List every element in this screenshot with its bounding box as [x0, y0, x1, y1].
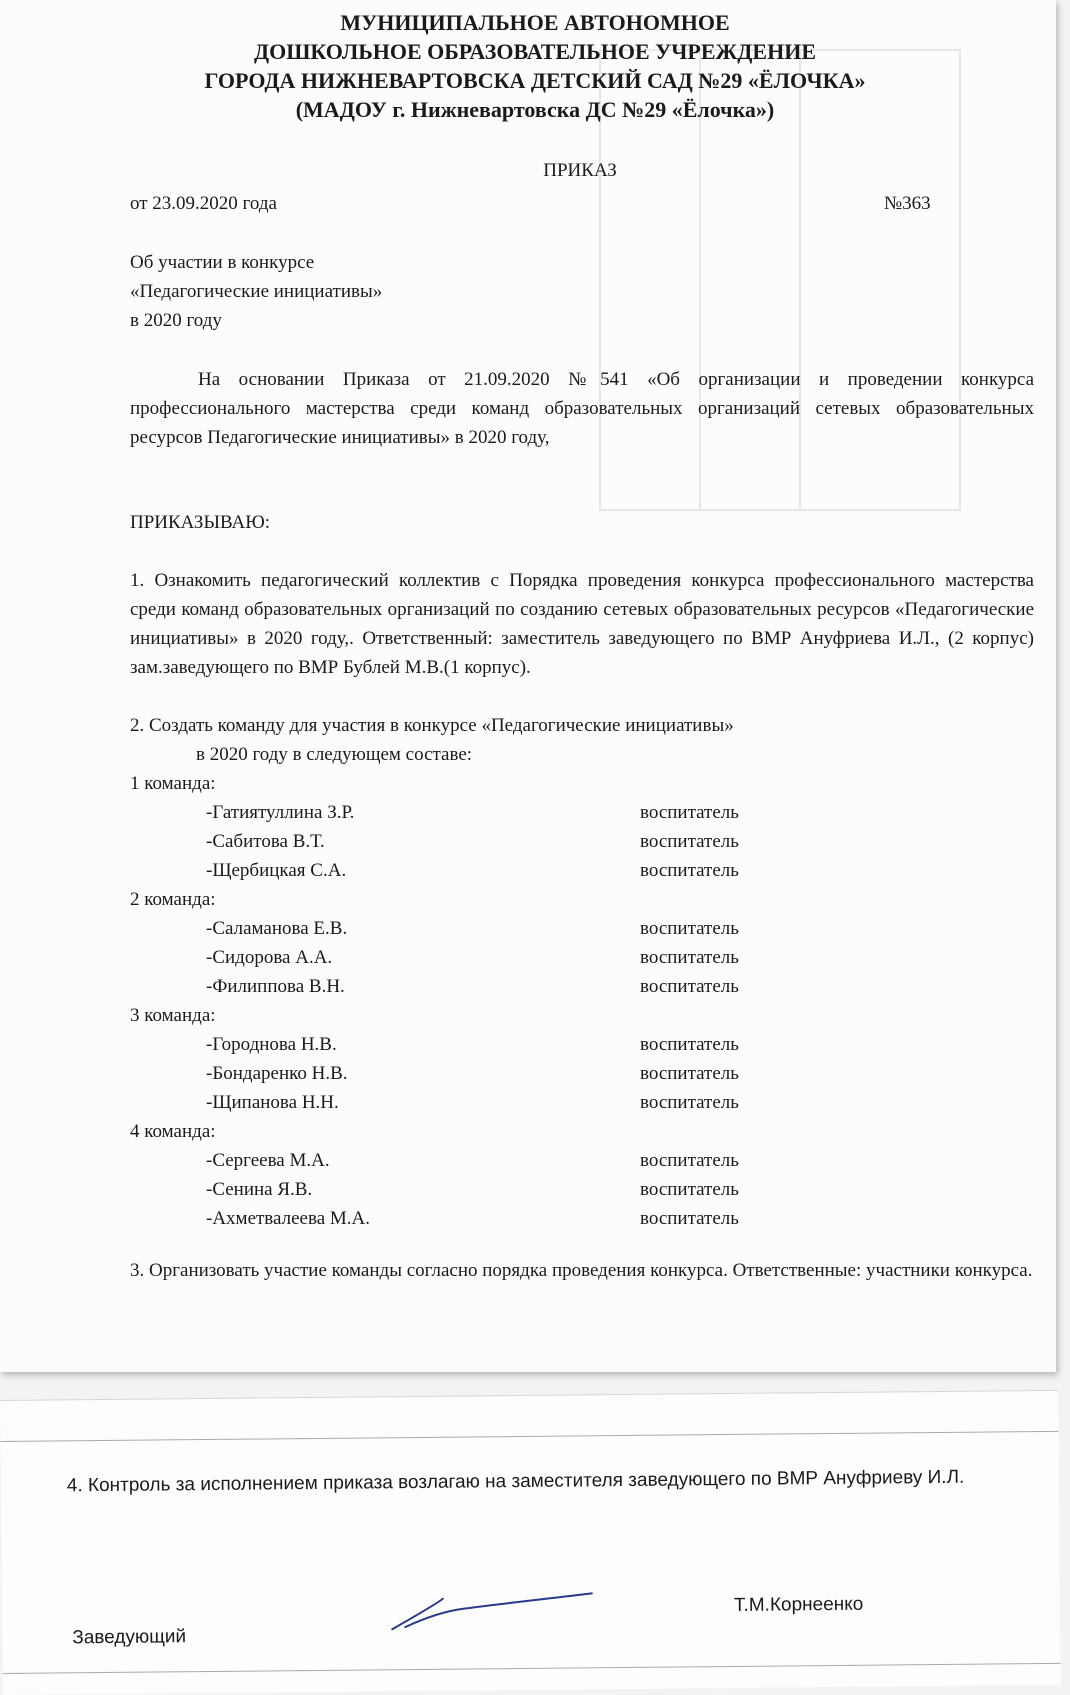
decree-heading: ПРИКАЗЫВАЮ:	[130, 512, 271, 533]
order-item-3: 3. Организовать участие команды согласно порядка проведения конкурса. Ответственные: участники конкурса.	[130, 1260, 1033, 1281]
header-line-1: МУНИЦИПАЛЬНОЕ АВТОНОМНОЕ	[340, 10, 730, 35]
order-basis: На основании Приказа от 21.09.2020 №541 «Об организации и проведении конкурса профессионального мастерства среди команд образовательных организаций сетевых образовательных ресурсов Педагогические инициативы» в 2020 году,	[130, 369, 1034, 448]
bottom-divider	[3, 1663, 1061, 1674]
signature-image	[387, 1585, 597, 1637]
subject-line-1: Об участии в конкурсе	[130, 252, 315, 273]
member-role: воспитатель	[640, 802, 739, 823]
order-item-2-line-1: 2. Создать команду для участия в конкурсе «Педагогические инициативы»	[130, 715, 734, 736]
member-name: -Гатиятуллина З.Р.	[206, 802, 355, 823]
subject-line-3: в 2020 году	[130, 310, 222, 331]
order-item-4: 4. Контроль за исполнением приказа возлагаю на заместителя заведующего по ВМР Ануфриеву И.Л.	[66, 1466, 965, 1497]
member-name: -Городнова Н.В.	[206, 1034, 337, 1055]
header-line-4: (МАДОУ г. Нижневартовска ДС №29 «Ёлочка»)	[295, 97, 775, 122]
member-name: -Щербицкая С.А.	[206, 860, 347, 881]
order-item-2-line-2: в 2020 году в следующем составе:	[196, 744, 473, 765]
member-role: воспитатель	[640, 976, 739, 997]
order-date: от 23.09.2020 года	[130, 193, 277, 214]
institution-header	[0, 8, 1070, 124]
member-role: воспитатель	[640, 1063, 739, 1084]
member-name: -Щипанова Н.Н.	[206, 1092, 339, 1113]
member-name: -Филиппова В.Н.	[206, 976, 345, 997]
order-subject	[130, 248, 382, 335]
order-item-1: 1. Ознакомить педагогический коллектив с Порядка проведения конкурса профессионального мастерства среди команд образовательных организаций по созданию сетевых образовательных ресурсов «Педагогические инициативы» в 2020 году,. Ответственный: заместитель заведующего по ВМР Ануфриева И.Л., (2 корпус) зам.заведующего по ВМР Бублей М.В.(1 корпус).	[130, 570, 1034, 678]
order-title: ПРИКАЗ	[543, 160, 617, 181]
member-name: -Бондаренко Н.В.	[206, 1063, 348, 1084]
signer-title: Заведующий	[72, 1626, 187, 1649]
top-divider	[0, 1431, 1058, 1442]
header-line-3: ГОРОДА НИЖНЕВАРТОВСКА ДЕТСКИЙ САД №29 «ЁЛОЧКА»	[204, 68, 866, 93]
signer-name: Т.М.Корнеенко	[733, 1593, 864, 1616]
subject-line-2: «Педагогические инициативы»	[130, 281, 383, 302]
member-role: воспитатель	[640, 1034, 739, 1055]
member-name: -Сабитова В.Т.	[206, 831, 325, 852]
member-name: -Сидорова А.А.	[206, 947, 333, 968]
member-role: воспитатель	[640, 1208, 739, 1229]
header-line-2: ДОШКОЛЬНОЕ ОБРАЗОВАТЕЛЬНОЕ УЧРЕЖДЕНИЕ	[253, 39, 816, 64]
member-role: воспитатель	[640, 831, 739, 852]
member-role: воспитатель	[640, 1179, 739, 1200]
member-name: -Сенина Я.В.	[206, 1179, 313, 1200]
member-role: воспитатель	[640, 918, 739, 939]
member-role: воспитатель	[640, 947, 739, 968]
team-label: 3 команда:	[130, 1005, 216, 1026]
member-name: -Саламанова Е.В.	[206, 918, 348, 939]
member-name: -Сергеева М.А.	[206, 1150, 330, 1171]
member-name: -Ахметвалеева М.А.	[206, 1208, 370, 1229]
member-role: воспитатель	[640, 1092, 739, 1113]
team-label: 2 команда:	[130, 889, 216, 910]
team-label: 4 команда:	[130, 1121, 216, 1142]
document-page-2	[0, 1390, 1061, 1695]
member-role: воспитатель	[640, 1150, 739, 1171]
team-label: 1 команда:	[130, 773, 216, 794]
order-number: №363	[884, 193, 931, 214]
member-role: воспитатель	[640, 860, 739, 881]
